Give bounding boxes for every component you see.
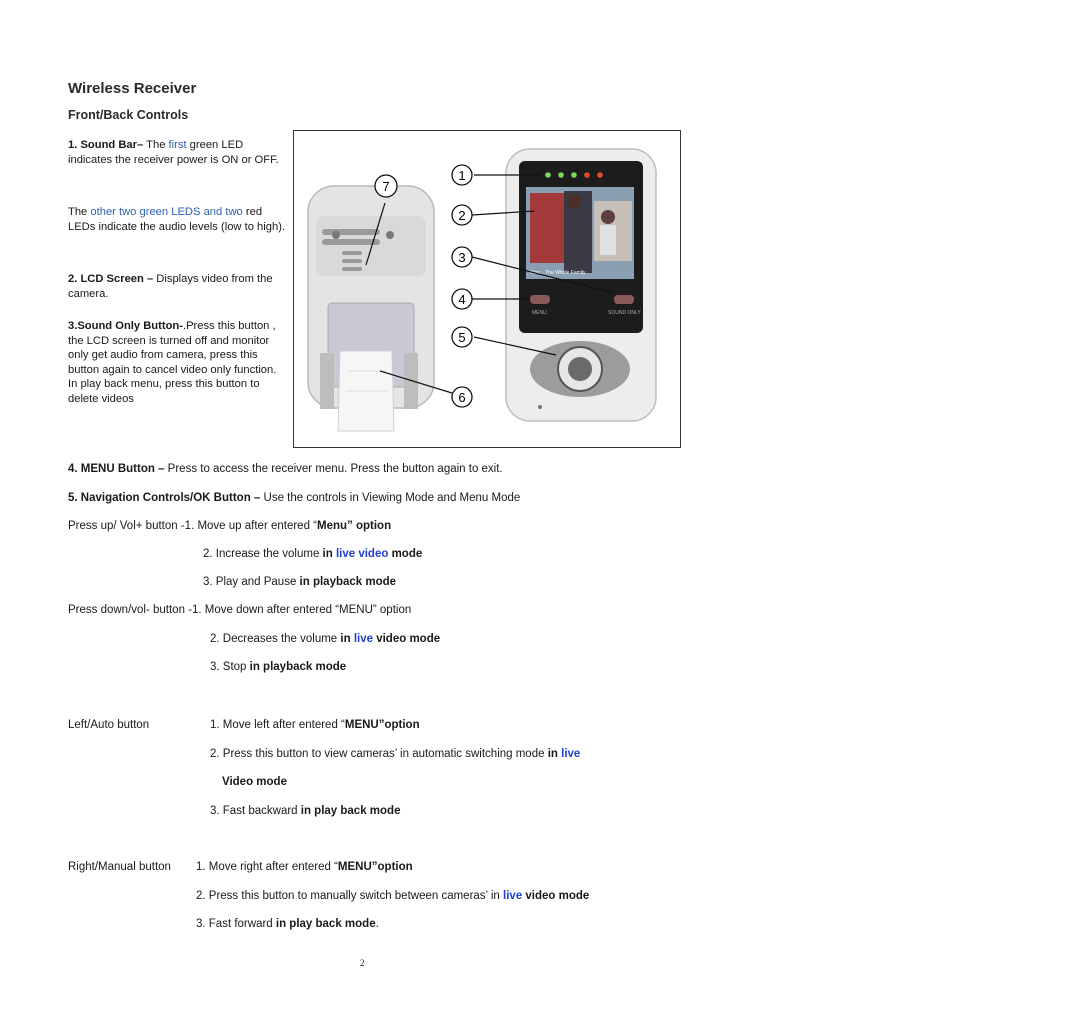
- callout-5: 5: [458, 330, 466, 345]
- down-line-3: [210, 660, 346, 674]
- down-l3-b: in playback mode: [249, 661, 347, 673]
- down-l3-a: 3. Stop: [210, 661, 250, 673]
- right-line-3: [196, 917, 379, 931]
- down-l2-a: 2. Decreases the volume: [210, 633, 341, 645]
- up-l2-a: 2. Increase the volume: [203, 548, 323, 560]
- callout-2: 2: [458, 208, 466, 223]
- up-l3-a: 3. Play and Pause: [203, 576, 300, 588]
- led-2: [558, 172, 564, 178]
- right-l3-c: .: [375, 918, 379, 930]
- sound-bar-p2-blue: other two green LEDS and two: [90, 206, 243, 218]
- nav-text: Use the controls in Viewing Mode and Menu Mode: [260, 492, 521, 504]
- callout-3: 3: [458, 250, 466, 265]
- page-title: Wireless Receiver: [68, 80, 197, 97]
- up-line-1: [68, 519, 391, 533]
- screen-caption: Now... The Whole Family: [530, 270, 586, 276]
- lcd-label: 2. LCD Screen –: [68, 273, 154, 285]
- right-l2-a: 2. Press this button to manually switch between cameras’ in: [196, 890, 504, 902]
- left-l2-blue: live: [561, 748, 581, 760]
- page-subtitle: Front/Back Controls: [68, 108, 189, 122]
- down-l2-b: in: [340, 633, 354, 645]
- menu-label: 4. MENU Button –: [68, 463, 165, 475]
- led-3: [571, 172, 577, 178]
- right-l1-a: 1. Move right after entered “: [196, 861, 338, 873]
- sound-bar-text-a: The: [143, 139, 169, 151]
- right-l3-b: in play back mode: [275, 918, 376, 930]
- sound-only-paragraph: [68, 319, 282, 406]
- up-prefix: Press up/ Vol+ button -1. Move up after entered “: [68, 520, 317, 532]
- sound-only-text: .Press this button , the LCD screen is turned off and monitor only get audio from camera, press this button again to cancel video only function. In play back menu, press this button to delete videos: [68, 320, 277, 405]
- left-line-2: [210, 747, 580, 761]
- left-l1-a: 1. Move left after entered “: [210, 719, 345, 731]
- nav-label: 5. Navigation Controls/OK Button –: [68, 492, 261, 504]
- right-manual-label: Right/Manual button: [68, 861, 171, 873]
- ok-button[interactable]: [568, 357, 592, 381]
- right-l3-a: 3. Fast forward: [196, 918, 276, 930]
- left-l2-b: in: [547, 748, 562, 760]
- sound-only-button[interactable]: [614, 295, 634, 304]
- left-l3-b: in play back mode: [300, 805, 401, 817]
- sound-bar-paragraph: [68, 138, 290, 167]
- sound-only-label: 3.Sound Only Button-: [68, 320, 183, 332]
- down-line-1: [68, 603, 411, 617]
- callout-4: 4: [458, 292, 466, 307]
- up-l2-c: mode: [388, 548, 423, 560]
- right-l1-b: MENU”option: [337, 861, 413, 873]
- menu-button-line: [68, 462, 503, 476]
- callout-6: 6: [458, 390, 466, 405]
- receiver-illustration: [294, 131, 680, 447]
- sound-bar-label: 1. Sound Bar: [68, 139, 137, 151]
- left-line-1: [210, 718, 420, 732]
- left-auto-label: Left/Auto button: [68, 719, 150, 731]
- nav-controls-line: [68, 491, 520, 505]
- left-line-3: [210, 804, 400, 818]
- callout-7: 7: [382, 179, 390, 194]
- led-5: [597, 172, 603, 178]
- sound-bar-p2-a: The: [68, 206, 91, 218]
- sound-bar-first: first: [168, 139, 187, 151]
- down-prefix: Press down/vol- button -1. Move down after entered “MENU” option: [68, 604, 412, 616]
- page-number: 2: [360, 958, 365, 968]
- receiver-figure: [293, 130, 681, 448]
- lcd-paragraph: [68, 272, 290, 301]
- callout-1: 1: [458, 168, 466, 183]
- receiver-back: [308, 186, 434, 431]
- right-line-1: [196, 860, 413, 874]
- sound-bar-text-b: green LED indicates the receiver power is ON or OFF.: [68, 139, 279, 166]
- sound-bar-paragraph-2: [68, 205, 290, 234]
- left-l3-a: 3. Fast backward: [210, 805, 301, 817]
- up-line-3: [203, 575, 396, 589]
- menu-button-label: MENU: [532, 310, 547, 316]
- up-line-2: [203, 547, 422, 561]
- left-l2-a: 2. Press this button to view cameras’ in automatic switching mode: [210, 748, 548, 760]
- up-l3-b: in playback mode: [299, 576, 397, 588]
- down-l2-blue: live: [353, 633, 374, 645]
- right-l2-b: video mode: [522, 890, 590, 902]
- sound-bar-p2-b: red LEDs indicate the audio levels (low to high).: [68, 206, 286, 233]
- left-l1-b: MENU”option: [344, 719, 420, 731]
- down-l2-c: video mode: [373, 633, 441, 645]
- up-l2-blue: live video: [335, 548, 389, 560]
- left-line-2-cont: Video mode: [222, 776, 287, 788]
- right-l2-blue: live: [503, 890, 523, 902]
- up-l2-b: in: [322, 548, 336, 560]
- menu-text: Press to access the receiver menu. Press the button again to exit.: [164, 463, 503, 475]
- led-4: [584, 172, 590, 178]
- down-line-2: [210, 632, 440, 646]
- menu-button[interactable]: [530, 295, 550, 304]
- lcd-text: Displays video from the camera.: [68, 273, 273, 300]
- up-prefix-bold: Menu” option: [317, 520, 392, 532]
- right-line-2: [196, 889, 589, 903]
- sound-bar-dash: –: [137, 139, 144, 151]
- sound-only-button-label: SOUND ONLY: [608, 310, 641, 316]
- led-1: [545, 172, 551, 178]
